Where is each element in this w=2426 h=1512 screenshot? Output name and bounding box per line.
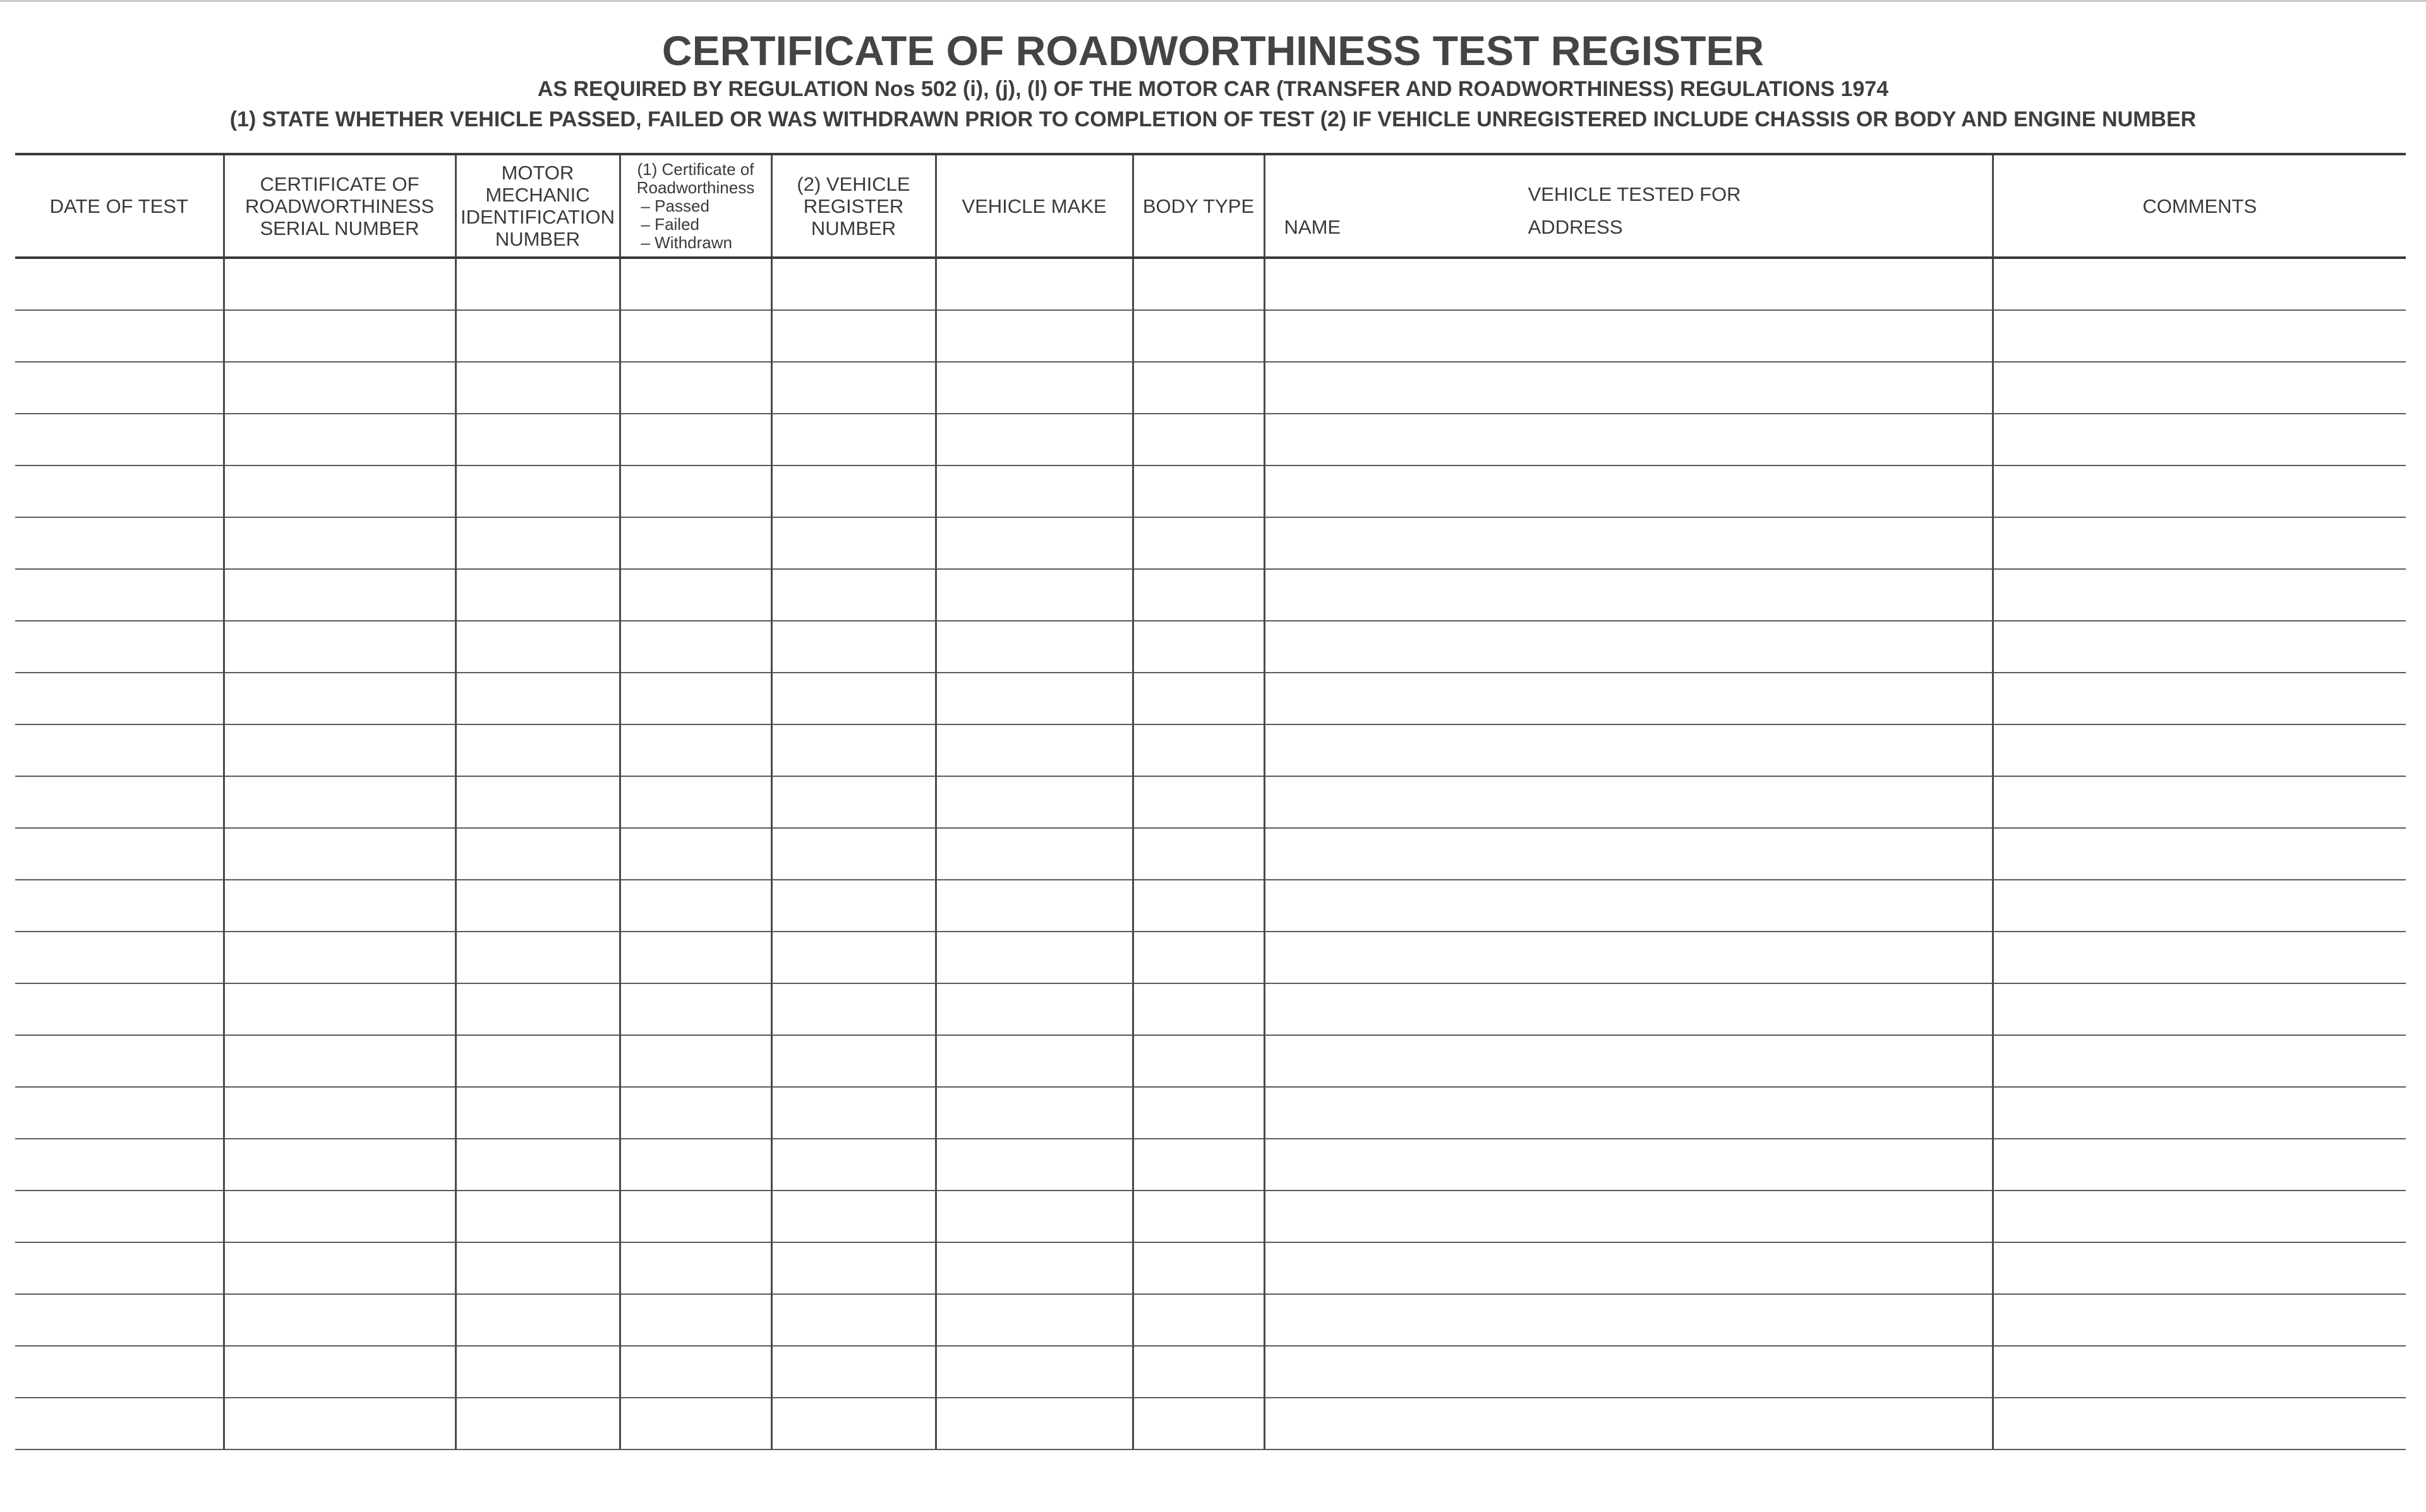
cell-mechanic-id (456, 1346, 620, 1398)
cell-comments (1993, 724, 2406, 776)
header-register-number (771, 154, 936, 258)
cell-vehicle-make (936, 1294, 1133, 1346)
cell-date-of-test (15, 414, 224, 465)
cell-date-of-test (15, 1242, 224, 1294)
cell-date-of-test (15, 673, 224, 724)
cell-body-type (1133, 414, 1264, 465)
cell-body-type (1133, 1242, 1264, 1294)
cell-body-type (1133, 1035, 1264, 1087)
cell-body-type (1133, 1346, 1264, 1398)
cell-register-number (771, 1087, 936, 1139)
cell-date-of-test (15, 1398, 224, 1449)
cell-register-number (771, 362, 936, 414)
cell-vehicle-make (936, 1346, 1133, 1398)
cell-mechanic-id (456, 1139, 620, 1191)
cell-date-of-test (15, 1191, 224, 1242)
cell-vehicle-tested-for (1264, 880, 1993, 932)
cell-body-type (1133, 1139, 1264, 1191)
status-option-withdrawn: – Withdrawn (641, 232, 732, 252)
cell-status (620, 465, 771, 517)
table-row (15, 465, 2406, 517)
cell-status (620, 362, 771, 414)
cell-comments (1993, 1087, 2406, 1139)
header-vehicle-tested-for (1264, 154, 1993, 258)
cell-vehicle-make (936, 1191, 1133, 1242)
cell-mechanic-id (456, 932, 620, 983)
cell-serial-number (224, 1398, 456, 1449)
cell-date-of-test (15, 517, 224, 569)
cell-status (620, 880, 771, 932)
cell-register-number (771, 1398, 936, 1449)
header-body-type-label: BODY TYPE (1142, 195, 1255, 217)
cell-body-type (1133, 1191, 1264, 1242)
cell-comments (1993, 1242, 2406, 1294)
cell-mechanic-id (456, 517, 620, 569)
cell-body-type (1133, 1294, 1264, 1346)
cell-comments (1993, 362, 2406, 414)
cell-serial-number (224, 310, 456, 362)
cell-date-of-test (15, 1346, 224, 1398)
table-row (15, 1191, 2406, 1242)
cell-vehicle-tested-for (1264, 414, 1993, 465)
cell-serial-number (224, 465, 456, 517)
cell-serial-number (224, 983, 456, 1035)
cell-register-number (771, 1191, 936, 1242)
header-serial-number-line: SERIAL NUMBER (260, 217, 419, 239)
cell-mechanic-id (456, 465, 620, 517)
cell-register-number (771, 828, 936, 880)
cell-serial-number (224, 569, 456, 621)
table-row (15, 1035, 2406, 1087)
cell-body-type (1133, 465, 1264, 517)
cell-comments (1993, 983, 2406, 1035)
cell-serial-number (224, 1191, 456, 1242)
cell-vehicle-make (936, 258, 1133, 310)
cell-vehicle-tested-for (1264, 517, 1993, 569)
header-date-of-test-label: DATE OF TEST (49, 195, 188, 217)
cell-register-number (771, 569, 936, 621)
cell-vehicle-make (936, 414, 1133, 465)
regulation-subtitle: AS REQUIRED BY REGULATION Nos 502 (i), (j), (l) OF THE MOTOR CAR (TRANSFER AND ROADWORTHINESS) REGULATIONS 1974 (537, 77, 1889, 101)
register-table (15, 153, 2406, 1450)
header-body-type (1133, 154, 1264, 258)
table-row (15, 414, 2406, 465)
cell-vehicle-make (936, 932, 1133, 983)
cell-mechanic-id (456, 1398, 620, 1449)
cell-mechanic-id (456, 724, 620, 776)
cell-serial-number (224, 724, 456, 776)
cell-status (620, 258, 771, 310)
cell-vehicle-make (936, 569, 1133, 621)
cell-mechanic-id (456, 258, 620, 310)
cell-date-of-test (15, 621, 224, 673)
cell-vehicle-make (936, 362, 1133, 414)
cell-mechanic-id (456, 983, 620, 1035)
cell-register-number (771, 1139, 936, 1191)
table-row (15, 724, 2406, 776)
cell-register-number (771, 880, 936, 932)
header-comments-label: COMMENTS (2142, 195, 2257, 217)
header-serial-number (224, 154, 456, 258)
cell-comments (1993, 776, 2406, 828)
cell-serial-number (224, 1035, 456, 1087)
cell-vehicle-tested-for (1264, 828, 1993, 880)
header-mechanic-id-line: MOTOR (501, 162, 574, 184)
header-vehicle-make-label: VEHICLE MAKE (962, 195, 1107, 217)
cell-serial-number (224, 828, 456, 880)
header-status (620, 154, 771, 258)
cell-status (620, 310, 771, 362)
table-row (15, 1398, 2406, 1449)
cell-serial-number (224, 1346, 456, 1398)
cell-body-type (1133, 828, 1264, 880)
cell-date-of-test (15, 258, 224, 310)
cell-vehicle-make (936, 465, 1133, 517)
cell-vehicle-tested-for (1264, 1087, 1993, 1139)
cell-date-of-test (15, 465, 224, 517)
cell-comments (1993, 1346, 2406, 1398)
cell-comments (1993, 932, 2406, 983)
tested-for-block (1265, 155, 1992, 256)
header-mechanic-id-line: IDENTIFICATION (461, 206, 615, 228)
cell-status (620, 1087, 771, 1139)
header-mechanic-id-line: NUMBER (495, 228, 581, 250)
cell-comments (1993, 517, 2406, 569)
cell-register-number (771, 673, 936, 724)
cell-vehicle-tested-for (1264, 362, 1993, 414)
cell-register-number (771, 621, 936, 673)
cell-vehicle-make (936, 1087, 1133, 1139)
header-comments (1993, 154, 2406, 258)
cell-vehicle-tested-for (1264, 983, 1993, 1035)
cell-status (620, 673, 771, 724)
cell-comments (1993, 828, 2406, 880)
cell-mechanic-id (456, 621, 620, 673)
header-mechanic-id-line: MECHANIC (485, 184, 590, 206)
cell-serial-number (224, 362, 456, 414)
cell-status (620, 569, 771, 621)
cell-register-number (771, 983, 936, 1035)
table-row (15, 310, 2406, 362)
cell-body-type (1133, 362, 1264, 414)
header-status-title-line: (1) Certificate of (637, 159, 754, 179)
cell-date-of-test (15, 310, 224, 362)
cell-comments (1993, 1294, 2406, 1346)
table-row (15, 1087, 2406, 1139)
cell-comments (1993, 569, 2406, 621)
top-edge-rule (0, 0, 2426, 2)
cell-body-type (1133, 776, 1264, 828)
cell-vehicle-tested-for (1264, 258, 1993, 310)
table-row (15, 569, 2406, 621)
cell-status (620, 1035, 771, 1087)
cell-vehicle-make (936, 828, 1133, 880)
cell-date-of-test (15, 1139, 224, 1191)
cell-vehicle-make (936, 1242, 1133, 1294)
cell-date-of-test (15, 880, 224, 932)
cell-vehicle-tested-for (1264, 621, 1993, 673)
cell-vehicle-tested-for (1264, 724, 1993, 776)
cell-comments (1993, 673, 2406, 724)
cell-status (620, 1242, 771, 1294)
cell-vehicle-make (936, 621, 1133, 673)
cell-comments (1993, 621, 2406, 673)
cell-vehicle-tested-for (1264, 1398, 1993, 1449)
cell-serial-number (224, 1139, 456, 1191)
cell-mechanic-id (456, 1035, 620, 1087)
cell-vehicle-tested-for (1264, 673, 1993, 724)
cell-status (620, 1191, 771, 1242)
cell-register-number (771, 1346, 936, 1398)
header-status-title-line: Roadworthiness (636, 177, 755, 197)
cell-comments (1993, 1035, 2406, 1087)
cell-comments (1993, 414, 2406, 465)
cell-body-type (1133, 673, 1264, 724)
cell-vehicle-tested-for (1264, 1346, 1993, 1398)
cell-body-type (1133, 621, 1264, 673)
page-title: CERTIFICATE OF ROADWORTHINESS TEST REGISTER (661, 27, 1765, 74)
cell-date-of-test (15, 569, 224, 621)
header-mechanic-id (456, 154, 620, 258)
cell-date-of-test (15, 1035, 224, 1087)
header-vehicle-make (936, 154, 1133, 258)
cell-vehicle-tested-for (1264, 776, 1993, 828)
cell-vehicle-tested-for (1264, 1242, 1993, 1294)
cell-mechanic-id (456, 1087, 620, 1139)
cell-body-type (1133, 517, 1264, 569)
cell-comments (1993, 880, 2406, 932)
cell-status (620, 414, 771, 465)
cell-vehicle-tested-for (1264, 465, 1993, 517)
register-body (15, 258, 2406, 1449)
table-row (15, 1242, 2406, 1294)
cell-serial-number (224, 1242, 456, 1294)
cell-register-number (771, 258, 936, 310)
cell-serial-number (224, 621, 456, 673)
cell-status (620, 1139, 771, 1191)
cell-serial-number (224, 776, 456, 828)
tested-for-name-label: NAME (1284, 216, 1341, 238)
cell-register-number (771, 414, 936, 465)
cell-serial-number (224, 880, 456, 932)
header-serial-number-line: ROADWORTHINESS (244, 195, 435, 217)
cell-comments (1993, 1191, 2406, 1242)
table-row (15, 517, 2406, 569)
cell-status (620, 983, 771, 1035)
cell-status (620, 932, 771, 983)
cell-comments (1993, 1398, 2406, 1449)
tested-for-address-label: ADDRESS (1528, 216, 1623, 238)
cell-vehicle-make (936, 310, 1133, 362)
cell-date-of-test (15, 1294, 224, 1346)
header-row (15, 154, 2406, 258)
status-option-failed: – Failed (641, 214, 699, 234)
cell-serial-number (224, 673, 456, 724)
table-row (15, 1139, 2406, 1191)
header-date-of-test (15, 154, 224, 258)
table-row (15, 776, 2406, 828)
cell-register-number (771, 1242, 936, 1294)
table-row (15, 1346, 2406, 1398)
cell-serial-number (224, 517, 456, 569)
cell-mechanic-id (456, 828, 620, 880)
cell-register-number (771, 724, 936, 776)
cell-mechanic-id (456, 569, 620, 621)
header-register-number-line: NUMBER (811, 217, 896, 239)
cell-date-of-test (15, 828, 224, 880)
header-register-number-line: REGISTER (803, 195, 904, 217)
table-row (15, 880, 2406, 932)
cell-vehicle-make (936, 1398, 1133, 1449)
cell-status (620, 621, 771, 673)
cell-mechanic-id (456, 776, 620, 828)
cell-vehicle-tested-for (1264, 1139, 1993, 1191)
table-row (15, 673, 2406, 724)
cell-mechanic-id (456, 1191, 620, 1242)
cell-vehicle-tested-for (1264, 1035, 1993, 1087)
status-option-passed: – Passed (641, 196, 709, 215)
cell-status (620, 1398, 771, 1449)
cell-date-of-test (15, 983, 224, 1035)
table-row (15, 983, 2406, 1035)
cell-mechanic-id (456, 362, 620, 414)
cell-register-number (771, 932, 936, 983)
cell-comments (1993, 258, 2406, 310)
cell-vehicle-tested-for (1264, 569, 1993, 621)
table-row (15, 1294, 2406, 1346)
cell-date-of-test (15, 932, 224, 983)
cell-body-type (1133, 258, 1264, 310)
cell-body-type (1133, 932, 1264, 983)
cell-vehicle-make (936, 880, 1133, 932)
cell-register-number (771, 310, 936, 362)
table-row (15, 362, 2406, 414)
cell-register-number (771, 776, 936, 828)
cell-body-type (1133, 1087, 1264, 1139)
cell-body-type (1133, 310, 1264, 362)
register-table-wrapper (15, 153, 2406, 1512)
tested-for-group-label: VEHICLE TESTED FOR (1528, 183, 1741, 205)
cell-vehicle-make (936, 1035, 1133, 1087)
cell-vehicle-make (936, 983, 1133, 1035)
cell-date-of-test (15, 776, 224, 828)
cell-date-of-test (15, 362, 224, 414)
header-serial-number-line: CERTIFICATE OF (260, 172, 419, 195)
cell-serial-number (224, 1294, 456, 1346)
cell-serial-number (224, 258, 456, 310)
cell-body-type (1133, 880, 1264, 932)
cell-mechanic-id (456, 414, 620, 465)
table-row (15, 828, 2406, 880)
cell-body-type (1133, 569, 1264, 621)
cell-vehicle-make (936, 517, 1133, 569)
cell-body-type (1133, 983, 1264, 1035)
cell-vehicle-tested-for (1264, 1191, 1993, 1242)
cell-comments (1993, 465, 2406, 517)
cell-vehicle-make (936, 1139, 1133, 1191)
table-row (15, 621, 2406, 673)
cell-status (620, 776, 771, 828)
cell-status (620, 1346, 771, 1398)
cell-vehicle-make (936, 776, 1133, 828)
cell-body-type (1133, 1398, 1264, 1449)
cell-date-of-test (15, 724, 224, 776)
cell-comments (1993, 310, 2406, 362)
cell-status (620, 1294, 771, 1346)
cell-mechanic-id (456, 673, 620, 724)
header-register-number-line: (2) VEHICLE (797, 172, 910, 195)
table-row (15, 258, 2406, 310)
instructions-line: (1) STATE WHETHER VEHICLE PASSED, FAILED OR WAS WITHDRAWN PRIOR TO COMPLETION OF TEST (2) IF VEHICLE UNREGISTERED INCLUDE CHASSIS OR BODY AND ENGINE NUMBER (229, 107, 2197, 131)
cell-body-type (1133, 724, 1264, 776)
cell-serial-number (224, 1087, 456, 1139)
cell-mechanic-id (456, 1294, 620, 1346)
cell-status (620, 828, 771, 880)
cell-register-number (771, 1035, 936, 1087)
cell-mechanic-id (456, 1242, 620, 1294)
cell-register-number (771, 517, 936, 569)
cell-vehicle-tested-for (1264, 932, 1993, 983)
status-options-list (621, 197, 771, 252)
cell-serial-number (224, 932, 456, 983)
table-row (15, 932, 2406, 983)
cell-serial-number (224, 414, 456, 465)
cell-vehicle-make (936, 724, 1133, 776)
cell-vehicle-make (936, 673, 1133, 724)
cell-mechanic-id (456, 880, 620, 932)
cell-comments (1993, 1139, 2406, 1191)
cell-register-number (771, 1294, 936, 1346)
cell-status (620, 724, 771, 776)
cell-vehicle-tested-for (1264, 310, 1993, 362)
cell-mechanic-id (456, 310, 620, 362)
cell-status (620, 517, 771, 569)
cell-vehicle-tested-for (1264, 1294, 1993, 1346)
cell-date-of-test (15, 1087, 224, 1139)
cell-register-number (771, 465, 936, 517)
